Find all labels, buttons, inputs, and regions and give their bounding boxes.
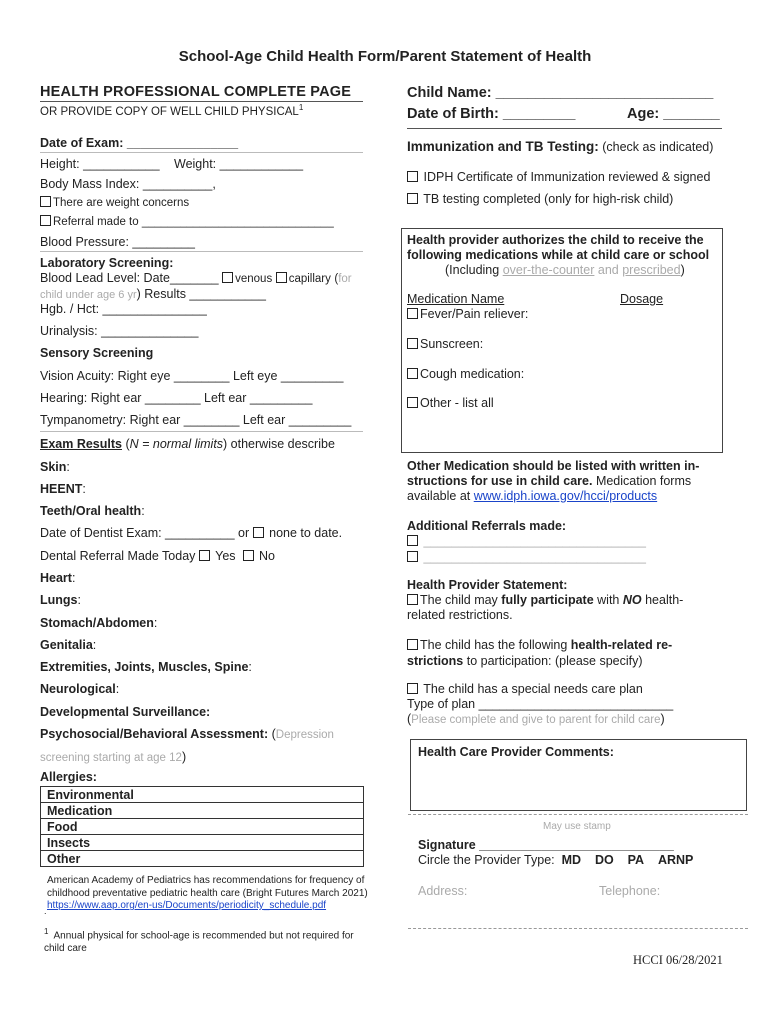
checkbox-icon — [407, 535, 418, 546]
special-needs-checkbox[interactable]: The child has a special needs care plan — [407, 682, 643, 696]
lungs-field[interactable]: Lungs: — [40, 593, 81, 607]
extremities-field[interactable]: Extremities, Joints, Muscles, Spine: — [40, 660, 252, 674]
heent-field[interactable]: HEENT: — [40, 482, 86, 496]
checkbox-icon — [407, 368, 418, 379]
table-row — [41, 803, 364, 819]
dental-no-checkbox[interactable] — [243, 550, 254, 561]
type-of-plan-field[interactable]: Type of plan ____________________________ — [407, 697, 674, 711]
checkbox-icon — [407, 171, 418, 182]
hearing-field[interactable]: Hearing: Right ear ________ Left ear _________ — [40, 391, 313, 405]
checkbox-icon — [407, 193, 418, 204]
provider-statement-heading: Health Provider Statement: — [407, 578, 568, 592]
idph-checkbox[interactable]: IDPH Certificate of Immunization reviewed & signed — [407, 170, 710, 184]
checkbox-icon — [407, 308, 418, 319]
footnote: $^1$ Annual physical for school-age is recommended but not required for child care — [44, 927, 354, 954]
weight-concerns-checkbox[interactable]: There are weight concerns — [40, 196, 189, 209]
allergy-medication[interactable]: Medication — [41, 803, 364, 819]
other-med-checkbox[interactable]: Other - list all — [407, 396, 494, 410]
allergies-table — [40, 786, 364, 867]
restrictions-checkbox[interactable]: The child has the following health-related re- — [407, 638, 672, 652]
exam-results-heading: Exam Results (N = normal limits) otherwise describe — [40, 437, 335, 451]
left-heading: HEALTH PROFESSIONAL COMPLETE PAGE — [40, 84, 352, 100]
genitalia-field[interactable]: Genitalia: — [40, 638, 97, 652]
meds-heading-1: Health provider authorizes the child to receive the — [407, 233, 704, 247]
meds-including: (Including over-the-counter and prescribed) — [445, 263, 685, 277]
dosage-header: Dosage — [620, 292, 664, 306]
aap-note: American Academy of Pediatrics has recommendations for frequency of childhood preventative pediatric health care (Bright Futures March 2021) https://www.aap.org/en-us/Documents/periodicity_schedule.pdf — [47, 875, 368, 911]
age-field[interactable]: Age: _______ — [627, 106, 720, 122]
allergies-heading: Allergies: — [40, 770, 97, 784]
checkbox-icon — [407, 338, 418, 349]
venous-checkbox[interactable] — [222, 272, 233, 283]
checkbox-icon — [407, 551, 418, 562]
heart-field[interactable]: Heart: — [40, 571, 76, 585]
tb-checkbox[interactable]: TB testing completed (only for high-risk child) — [407, 192, 673, 206]
none-to-date-checkbox[interactable] — [253, 527, 264, 538]
checkbox-icon — [407, 594, 418, 605]
vision-field[interactable]: Vision Acuity: Right eye ________ Left eye _________ — [40, 369, 344, 383]
table-row — [41, 787, 364, 803]
other-med-line-1: Other Medication should be listed with written in- — [407, 459, 700, 473]
table-row — [41, 819, 364, 835]
allergy-environmental[interactable]: Environmental — [41, 787, 364, 803]
stomach-field[interactable]: Stomach/Abdomen: — [40, 616, 158, 630]
dental-referral-field[interactable]: Dental Referral Made Today Yes No — [40, 549, 275, 563]
other-med-line-3: available at www.idph.iowa.gov/hcci/products — [407, 489, 658, 503]
telephone-field[interactable]: Telephone: — [599, 884, 661, 898]
other-med-line-2: structions for use in child care. Medication forms — [407, 474, 692, 488]
stamp-note: May use stamp — [543, 821, 611, 832]
urinalysis-field[interactable]: Urinalysis: ______________ — [40, 324, 199, 338]
allergy-other[interactable]: Other — [41, 851, 364, 867]
dob-field[interactable]: Date of Birth: _________ — [407, 106, 576, 122]
referral-checkbox[interactable]: Referral made to ______________________________ — [40, 215, 334, 228]
provider-type: Circle the Provider Type: MD DO PA ARNP — [418, 853, 694, 867]
table-row — [41, 835, 364, 851]
allergy-insects[interactable]: Insects — [41, 835, 364, 851]
meds-heading-2: following medications while at child care or school — [407, 248, 710, 262]
checkbox-icon — [407, 683, 418, 694]
comments-heading: Health Care Provider Comments: — [418, 745, 614, 759]
med-name-header: Medication Name — [407, 292, 505, 306]
do-option[interactable]: DO — [594, 853, 614, 867]
height-field[interactable]: Height: ___________ — [40, 157, 160, 171]
immunization-heading: Immunization and TB Testing: (check as indicated) — [407, 139, 714, 154]
pa-option[interactable]: PA — [627, 853, 645, 867]
left-subheading: OR PROVIDE COPY OF WELL CHILD PHYSICAL$^1$ — [40, 103, 304, 118]
referral-line-1[interactable]: ________________________________ — [407, 534, 646, 548]
fever-checkbox[interactable]: Fever/Pain reliever: — [407, 307, 528, 321]
checkbox-icon — [40, 215, 51, 226]
checkbox-icon — [407, 397, 418, 408]
lab-screening-heading: Laboratory Screening: — [40, 256, 174, 270]
sensory-heading: Sensory Screening — [40, 346, 154, 360]
plan-note: (Please complete and give to parent for child care) — [407, 712, 665, 726]
additional-referrals-heading: Additional Referrals made: — [407, 519, 567, 533]
checkbox-icon — [407, 639, 418, 650]
checkbox-icon — [40, 196, 51, 207]
weight-field[interactable]: Weight: ____________ — [174, 157, 304, 171]
allergy-food[interactable]: Food — [41, 819, 364, 835]
bmi-field[interactable]: Body Mass Index: __________, — [40, 177, 216, 191]
psychosocial-field[interactable]: Psychosocial/Behavioral Assessment: (Depression — [40, 727, 334, 741]
capillary-checkbox[interactable] — [276, 272, 287, 283]
tympanometry-field[interactable]: Tympanometry: Right ear ________ Left ear _________ — [40, 413, 352, 427]
blood-pressure-field[interactable]: Blood Pressure: _________ — [40, 235, 195, 249]
arnp-option[interactable]: ARNP — [657, 853, 694, 867]
dentist-exam-field[interactable]: Date of Dentist Exam: __________ or none to date. — [40, 526, 343, 540]
idph-link[interactable]: www.idph.iowa.gov/hcci/products — [473, 489, 658, 503]
developmental-field[interactable]: Developmental Surveillance: — [40, 705, 211, 719]
cough-checkbox[interactable]: Cough medication: — [407, 367, 524, 381]
lead-results-field[interactable]: child under age 6 yr) Results ___________ — [40, 287, 266, 301]
full-participation-line-2: related restrictions. — [407, 608, 513, 622]
md-option[interactable]: MD — [561, 853, 582, 867]
hgb-field[interactable]: Hgb. / Hct: _______________ — [40, 302, 207, 316]
full-participation-checkbox[interactable]: The child may fully participate with NO health- — [407, 593, 683, 607]
child-name-field[interactable]: Child Name: ___________________________ — [407, 85, 714, 101]
dental-yes-checkbox[interactable] — [199, 550, 210, 561]
footnote-dot: . — [44, 906, 47, 916]
page-title: School-Age Child Health Form/Parent Statement of Health — [178, 48, 592, 65]
psych-note: screening starting at age 12) — [40, 750, 187, 764]
restrictions-line-2: strictions to participation: (please specify) — [407, 654, 643, 668]
neurological-field[interactable]: Neurological: — [40, 682, 120, 696]
signature-field[interactable]: Signature ____________________________ — [418, 838, 674, 852]
date-of-exam[interactable]: Date of Exam: ________________ — [40, 136, 239, 150]
form-code: HCCI 06/28/2021 — [633, 953, 723, 967]
aap-link[interactable]: https://www.aap.org/en-us/Documents/periodicity_schedule.pdf — [47, 900, 327, 911]
teeth-field[interactable]: Teeth/Oral health: — [40, 504, 145, 518]
address-field[interactable]: Address: — [418, 884, 468, 898]
sunscreen-checkbox[interactable]: Sunscreen: — [407, 337, 483, 351]
skin-field[interactable]: Skin: — [40, 460, 70, 474]
blood-lead-field[interactable]: Blood Lead Level: Date_______ venous capillary (for — [40, 271, 352, 285]
table-row — [41, 851, 364, 867]
referral-line-2[interactable]: ________________________________ — [407, 550, 646, 564]
